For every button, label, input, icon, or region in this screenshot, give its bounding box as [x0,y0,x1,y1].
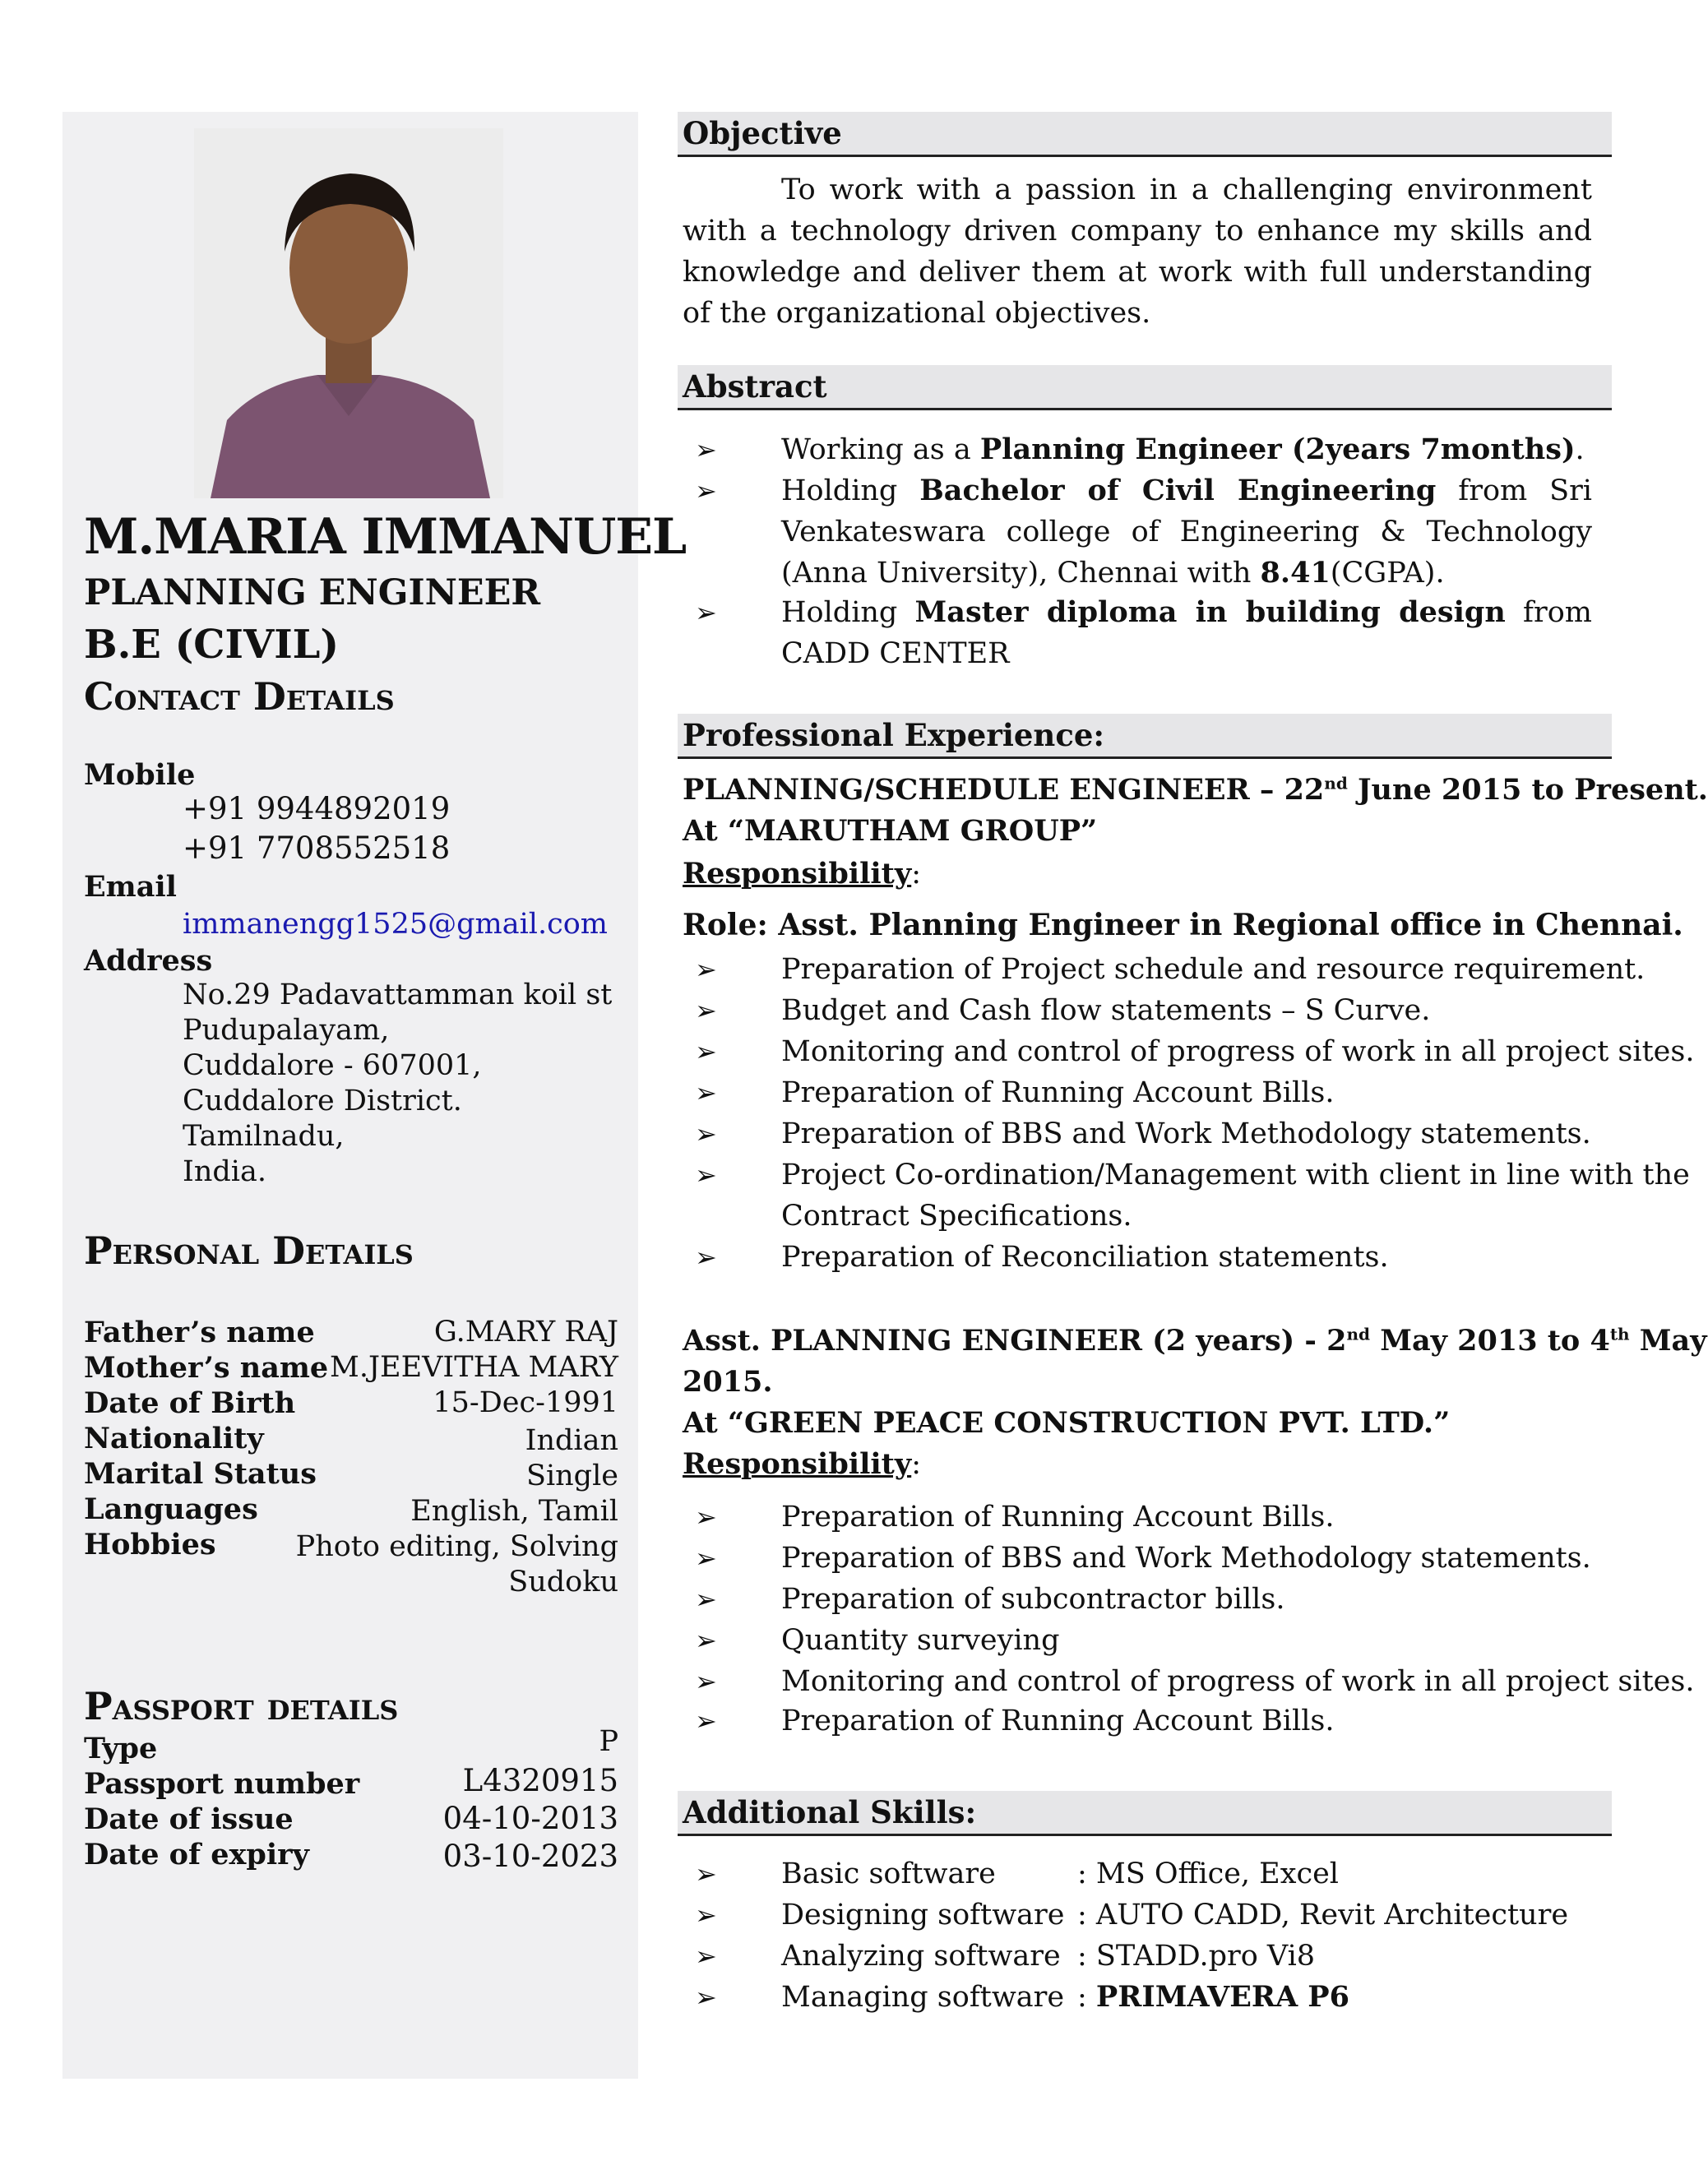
bullet-arrow-icon: ➢ [695,954,717,985]
mobile-number-1: +91 9944892019 [183,791,451,826]
bullet-arrow-icon: ➢ [695,1036,717,1067]
experience-heading: Professional Experience: [683,717,1105,753]
address-line: India. [183,1155,266,1188]
job1-item: Preparation of Project schedule and resource requirement. [781,953,1646,986]
skill-value: : STADD.pro Vi8 [1077,1940,1316,1973]
passport-label: Passport number [84,1767,360,1801]
passport-value: P [599,1725,618,1758]
passport-label: Date of issue [84,1802,294,1836]
job2-item: Preparation of Running Account Bills. [781,1705,1335,1737]
bullet-arrow-icon: ➢ [695,1625,717,1656]
personal-label: Marital Status [84,1457,317,1491]
job2-item: Quantity surveying [781,1624,1060,1657]
job1-item: Preparation of BBS and Work Methodology statements. [781,1117,1591,1150]
personal-label: Nationality [84,1422,264,1455]
objective-header [678,112,1612,157]
mobile-label: Mobile [84,758,196,792]
profile-photo [194,128,503,498]
bullet-arrow-icon: ➢ [695,1584,717,1615]
email-label: Email [84,870,177,904]
passport-value: L4320915 [462,1763,618,1798]
job1-company: At “MARUTHAM GROUP” [683,814,1098,848]
address-line: Cuddalore District. [183,1085,462,1117]
passport-label: Type [84,1732,158,1765]
job1-title: PLANNING/SCHEDULE ENGINEER – 22nd June 2015 to Present. [683,773,1708,807]
passport-details-heading: Passport details [84,1684,399,1728]
job1-role: Role: Asst. Planning Engineer in Regional office in Chennai. [683,908,1683,942]
job2-title-cont: 2015. [683,1365,773,1399]
skill-label: Designing software [781,1899,1065,1931]
address-label: Address [84,944,213,978]
bullet-arrow-icon: ➢ [695,1982,717,2013]
job-title: PLANNING ENGINEER [84,572,541,613]
abstract-item: Working as a Planning Engineer (2years 7months). [781,433,1585,466]
personal-label: Father’s name [84,1316,315,1349]
degree: B.E (CIVIL) [84,622,340,668]
personal-label: Hobbies [84,1528,216,1561]
job1-item: Preparation of Reconciliation statements. [781,1241,1389,1274]
job2-responsibility-label: Responsibility: [683,1447,921,1481]
experience-header [678,714,1612,759]
job2-item: Preparation of BBS and Work Methodology statements. [781,1542,1591,1575]
skill-label: Managing software [781,1981,1065,2014]
personal-details-heading: Personal Details [84,1228,414,1273]
skill-value: : MS Office, Excel [1077,1857,1339,1890]
bullet-arrow-icon: ➢ [695,1118,717,1150]
passport-value: 03-10-2023 [442,1839,618,1874]
passport-value: 04-10-2013 [442,1801,618,1836]
mobile-number-2: +91 7708552518 [183,830,451,866]
address-line: Cuddalore - 607001, [183,1049,482,1082]
job2-item: Preparation of subcontractor bills. [781,1583,1285,1616]
bullet-arrow-icon: ➢ [695,1077,717,1108]
personal-value-cont: Sudoku [508,1566,618,1598]
contact-details-heading: Contact Details [84,674,395,719]
skill-label: Analyzing software [781,1940,1061,1973]
job2-item: Monitoring and control of progress of work in all project sites. [781,1665,1695,1698]
skills-heading: Additional Skills: [683,1794,977,1830]
personal-value: M.JEEVITHA MARY [330,1351,618,1384]
abstract-header [678,365,1612,410]
job1-item-cont: Contract Specifications. [781,1200,1132,1233]
job2-item: Preparation of Running Account Bills. [781,1501,1335,1534]
bullet-arrow-icon: ➢ [695,475,717,507]
personal-value: English, Tamil [410,1495,618,1528]
personal-label: Languages [84,1492,258,1526]
skill-label: Basic software [781,1857,996,1890]
personal-value: Single [525,1460,618,1492]
job1-item: Preparation of Running Account Bills. [781,1076,1335,1109]
skill-value: : PRIMAVERA P6 [1077,1980,1349,2014]
passport-label: Date of expiry [84,1838,309,1871]
bullet-arrow-icon: ➢ [695,1666,717,1697]
bullet-arrow-icon: ➢ [695,434,717,465]
job2-title: Asst. PLANNING ENGINEER (2 years) - 2nd May 2013 to 4th May [683,1324,1707,1358]
address-line: Tamilnadu, [183,1120,345,1153]
job1-responsibility-label: Responsibility: [683,857,921,891]
personal-label: Date of Birth [84,1386,296,1420]
skills-header [678,1791,1612,1836]
email-link[interactable]: immanengg1525@gmail.com [183,908,608,941]
bullet-arrow-icon: ➢ [695,1543,717,1574]
address-line: No.29 Padavattamman koil st [183,978,613,1011]
bullet-arrow-icon: ➢ [695,1159,717,1191]
skill-value: : AUTO CADD, Revit Architecture [1077,1899,1569,1931]
job2-company: At “GREEN PEACE CONSTRUCTION PVT. LTD.” [683,1406,1451,1440]
job1-item: Project Co-ordination/Management with client in line with the [781,1159,1690,1191]
personal-value: Photo editing, Solving [295,1530,618,1563]
personal-label: Mother’s name [84,1351,329,1385]
abstract-heading: Abstract [683,368,827,405]
abstract-item: Holding Bachelor of Civil Engineering from Sri Venkateswara college of Engineering & Technology (Anna University), Chennai with 8.41(CGPA). [781,474,1592,590]
job1-item: Monitoring and control of progress of work in all project sites. [781,1035,1695,1068]
candidate-name: M.MARIA IMMANUEL [84,508,687,566]
bullet-arrow-icon: ➢ [695,597,717,628]
bullet-arrow-icon: ➢ [695,1899,717,1931]
bullet-arrow-icon: ➢ [695,1941,717,1972]
bullet-arrow-icon: ➢ [695,1705,717,1737]
objective-text: To work with a passion in a challenging environment with a technology driven company to enhance my skills and knowledge and deliver them at work with full understanding of the organizational objectives. [683,173,1592,330]
address-line: Pudupalayam, [183,1014,390,1047]
bullet-arrow-icon: ➢ [695,1501,717,1533]
personal-value: 15-Dec-1991 [433,1386,618,1419]
objective-heading: Objective [683,115,842,151]
abstract-item: Holding Master diploma in building design from CADD CENTER [781,595,1592,670]
personal-value: Indian [525,1424,618,1457]
bullet-arrow-icon: ➢ [695,1858,717,1890]
personal-value: G.MARY RAJ [433,1316,618,1349]
bullet-arrow-icon: ➢ [695,1242,717,1273]
bullet-arrow-icon: ➢ [695,995,717,1026]
job1-item: Budget and Cash flow statements – S Curve. [781,994,1431,1027]
